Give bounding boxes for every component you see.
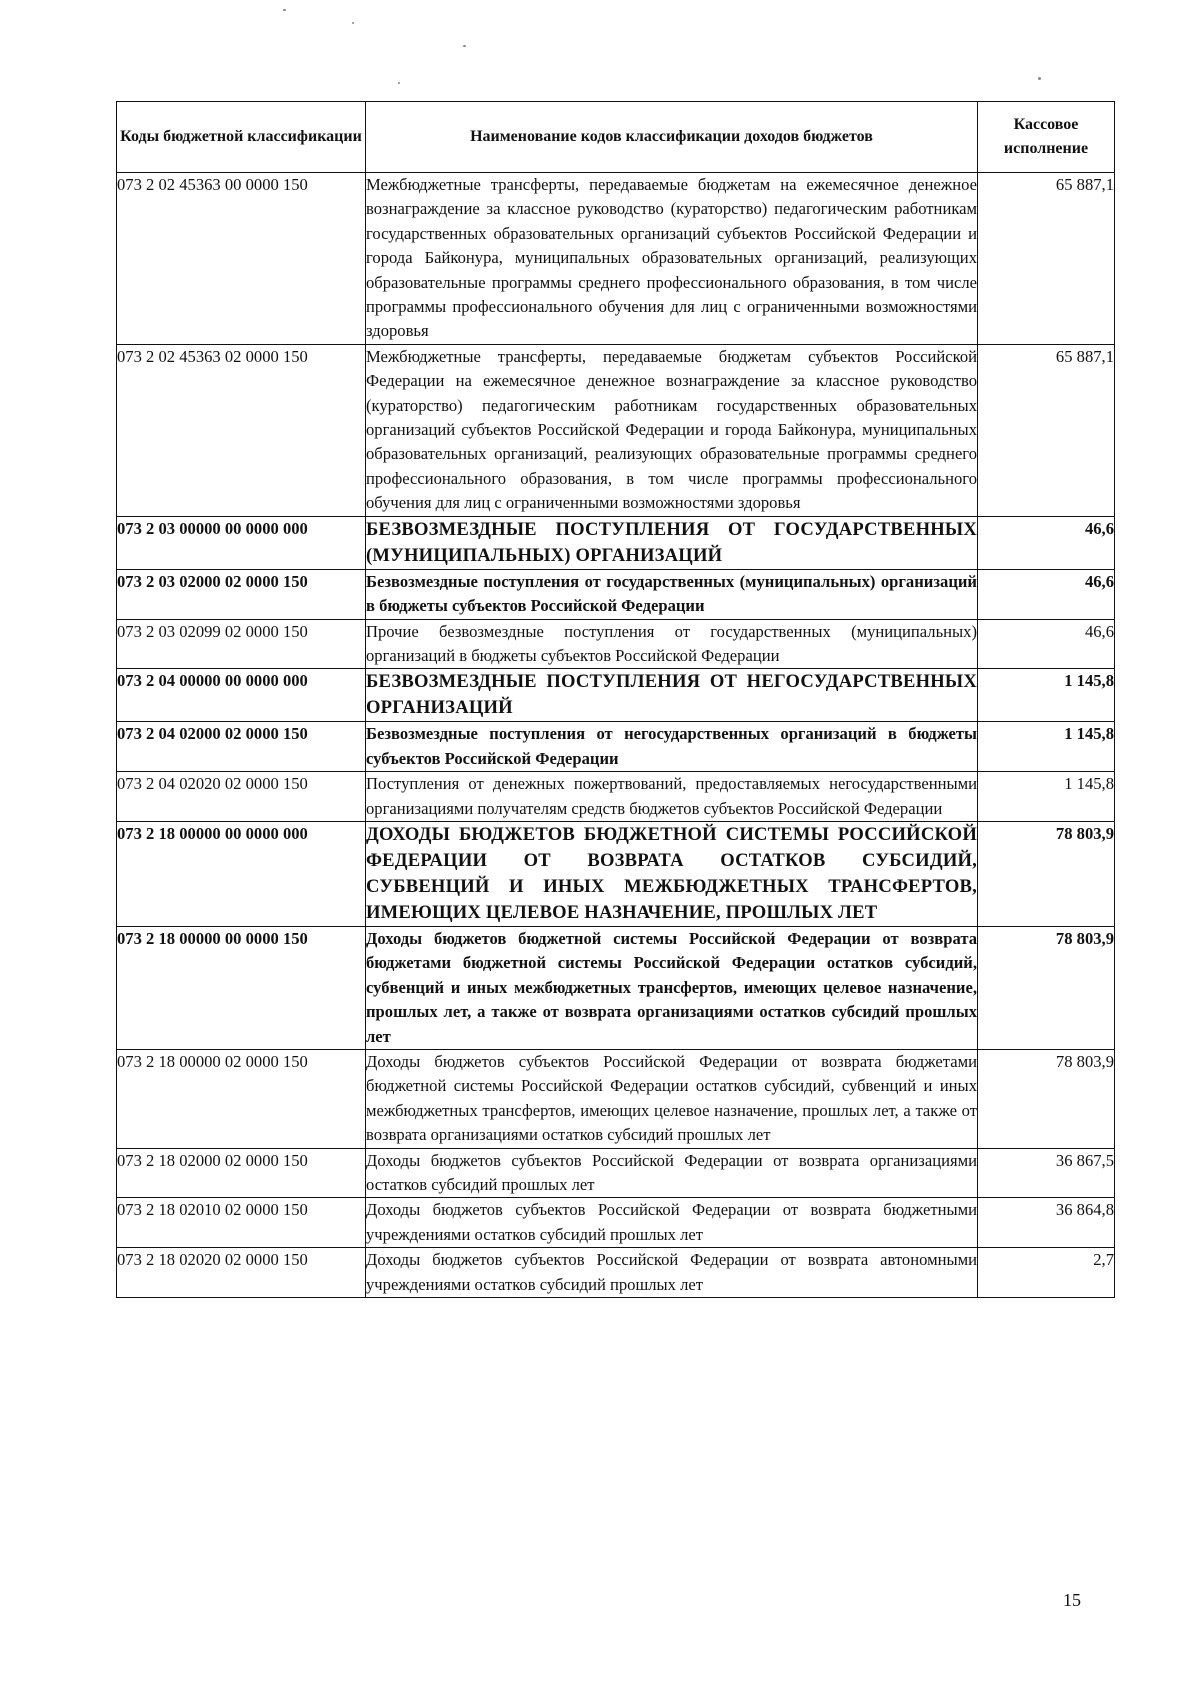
- scan-speck: [352, 22, 354, 24]
- scan-speck: [463, 45, 466, 47]
- table-row: [117, 669, 1115, 722]
- row-amount: 78 803,9: [978, 1049, 1115, 1148]
- table-row: [117, 926, 1115, 1049]
- row-amount: 46,6: [978, 569, 1115, 619]
- row-name: Безвозмездные поступления от государственных (муниципальных) организаций в бюджеты субъектов Российской Федерации: [366, 569, 978, 619]
- row-amount: 36 864,8: [978, 1198, 1115, 1248]
- row-name: Межбюджетные трансферты, передаваемые бюджетам субъектов Российской Федерации на ежемесячное денежное вознаграждение за классное руководство (кураторство) педагогическим работникам государственных образовательных организаций субъектов Российской Федерации и города Байконура, муниципальных образовательных организаций, реализующих образовательные программы среднего профессионального образования, в том числе программы профессионального обучения для лиц с ограниченными возможностями здоровья: [366, 344, 978, 516]
- row-amount: 78 803,9: [978, 821, 1115, 926]
- page-number: 15: [1063, 1590, 1081, 1610]
- table-row: [117, 1049, 1115, 1148]
- row-amount: 1 145,8: [978, 722, 1115, 772]
- row-name: Доходы бюджетов субъектов Российской Федерации от возврата организациями остатков субсидий прошлых лет: [366, 1148, 978, 1198]
- row-code: 073 2 18 00000 00 0000 000: [117, 821, 366, 926]
- row-code: 073 2 04 00000 00 0000 000: [117, 669, 366, 722]
- table-row: [117, 619, 1115, 669]
- scan-speck: [398, 82, 400, 84]
- row-code: 073 2 02 45363 02 0000 150: [117, 344, 366, 516]
- row-code: 073 2 18 02000 02 0000 150: [117, 1148, 366, 1198]
- table-row: [117, 1198, 1115, 1248]
- row-code: 073 2 04 02020 02 0000 150: [117, 772, 366, 822]
- row-code: 073 2 18 02020 02 0000 150: [117, 1248, 366, 1298]
- row-name: Межбюджетные трансферты, передаваемые бюджетам на ежемесячное денежное вознаграждение за классное руководство (кураторство) педагогическим работникам государственных образовательных организаций субъектов Российской Федерации и города Байконура, муниципальных образовательных организаций, реализующих образовательные программы среднего профессионального образования, в том числе программы профессионального обучения для лиц с ограниченными возможностями здоровья: [366, 173, 978, 345]
- table-row: [117, 516, 1115, 569]
- table-row: [117, 173, 1115, 345]
- row-name: Доходы бюджетов бюджетной системы Российской Федерации от возврата бюджетами бюджетной системы Российской Федерации остатков субсидий, субвенций и иных межбюджетных трансфертов, имеющих целевое назначение, прошлых лет, а также от возврата организациями остатков субсидий прошлых лет: [366, 926, 978, 1049]
- row-amount: 36 867,5: [978, 1148, 1115, 1198]
- row-amount: 78 803,9: [978, 926, 1115, 1049]
- header-amount: Кассовое исполнение: [978, 102, 1115, 173]
- table-row: [117, 821, 1115, 926]
- row-code: 073 2 18 00000 02 0000 150: [117, 1049, 366, 1148]
- row-name: Безвозмездные поступления от негосударственных организаций в бюджеты субъектов Российской Федерации: [366, 722, 978, 772]
- row-name: Доходы бюджетов субъектов Российской Федерации от возврата бюджетами бюджетной системы Российской Федерации остатков субсидий, субвенций и иных межбюджетных трансфертов, имеющих целевое назначение, прошлых лет, а также от возврата организациями остатков субсидий прошлых лет: [366, 1049, 978, 1148]
- row-code: 073 2 02 45363 00 0000 150: [117, 173, 366, 345]
- row-name: БЕЗВОЗМЕЗДНЫЕ ПОСТУПЛЕНИЯ ОТ ГОСУДАРСТВЕННЫХ (МУНИЦИПАЛЬНЫХ) ОРГАНИЗАЦИЙ: [366, 516, 978, 569]
- row-name: Доходы бюджетов субъектов Российской Федерации от возврата бюджетными учреждениями остатков субсидий прошлых лет: [366, 1198, 978, 1248]
- scan-speck: [1038, 77, 1041, 80]
- table-row: [117, 722, 1115, 772]
- row-amount: 65 887,1: [978, 344, 1115, 516]
- table-row: [117, 1248, 1115, 1298]
- row-amount: 1 145,8: [978, 669, 1115, 722]
- table-row: [117, 344, 1115, 516]
- row-amount: 2,7: [978, 1248, 1115, 1298]
- header-name: Наименование кодов классификации доходов бюджетов: [366, 102, 978, 173]
- row-code: 073 2 04 02000 02 0000 150: [117, 722, 366, 772]
- row-code: 073 2 03 02099 02 0000 150: [117, 619, 366, 669]
- header-codes: Коды бюджетной классификации: [117, 102, 366, 173]
- row-amount: 46,6: [978, 516, 1115, 569]
- table-row: [117, 772, 1115, 822]
- row-amount: 65 887,1: [978, 173, 1115, 345]
- row-name: Поступления от денежных пожертвований, предоставляемых негосударственными организациями получателям средств бюджетов субъектов Российской Федерации: [366, 772, 978, 822]
- row-name: Прочие безвозмездные поступления от государственных (муниципальных) организаций в бюджеты субъектов Российской Федерации: [366, 619, 978, 669]
- row-name: БЕЗВОЗМЕЗДНЫЕ ПОСТУПЛЕНИЯ ОТ НЕГОСУДАРСТВЕННЫХ ОРГАНИЗАЦИЙ: [366, 669, 978, 722]
- row-amount: 1 145,8: [978, 772, 1115, 822]
- row-name: ДОХОДЫ БЮДЖЕТОВ БЮДЖЕТНОЙ СИСТЕМЫ РОССИЙСКОЙ ФЕДЕРАЦИИ ОТ ВОЗВРАТА ОСТАТКОВ СУБСИДИЙ, СУБВЕНЦИЙ И ИНЫХ МЕЖБЮДЖЕТНЫХ ТРАНСФЕРТОВ, ИМЕЮЩИХ ЦЕЛЕВОЕ НАЗНАЧЕНИЕ, ПРОШЛЫХ ЛЕТ: [366, 821, 978, 926]
- row-code: 073 2 03 00000 00 0000 000: [117, 516, 366, 569]
- table-header-row: [117, 102, 1115, 173]
- row-code: 073 2 03 02000 02 0000 150: [117, 569, 366, 619]
- scan-speck: [283, 9, 286, 11]
- row-name: Доходы бюджетов субъектов Российской Федерации от возврата автономными учреждениями остатков субсидий прошлых лет: [366, 1248, 978, 1298]
- table-row: [117, 1148, 1115, 1198]
- row-code: 073 2 18 00000 00 0000 150: [117, 926, 366, 1049]
- budget-table: [116, 101, 1115, 1298]
- table-row: [117, 569, 1115, 619]
- row-amount: 46,6: [978, 619, 1115, 669]
- row-code: 073 2 18 02010 02 0000 150: [117, 1198, 366, 1248]
